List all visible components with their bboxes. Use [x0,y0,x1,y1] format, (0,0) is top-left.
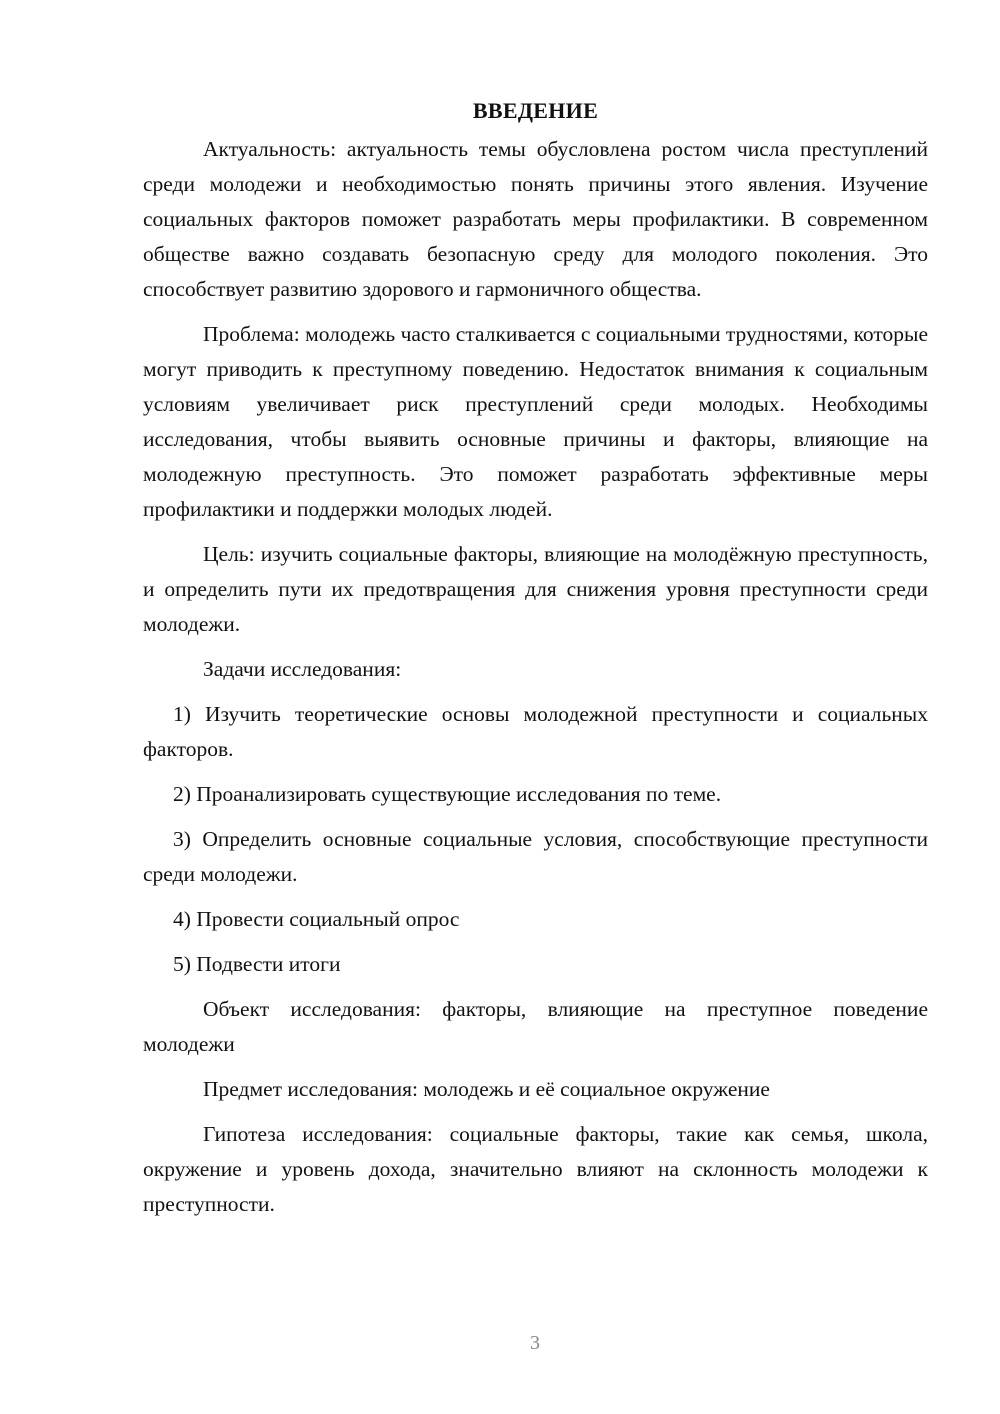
task-item: 3) Определить основные социальные условия, способствующие преступности среди молодежи. [143,827,928,886]
page-title: ВВЕДЕНИЕ [472,98,599,123]
tasks-heading: Задачи исследования: [203,657,402,681]
subject-paragraph: Предмет исследования: молодежь и её социальное окружение [203,1077,770,1101]
task-item: 5) Подвести итоги [173,952,341,976]
goal-paragraph: Цель: изучить социальные факторы, влияющие на молодёжную преступность, и определить пути их предотвращения для снижения уровня преступности среди молодежи. [143,542,928,636]
page-number: 3 [530,1332,540,1354]
problem-paragraph: Проблема: молодежь часто сталкивается с социальными трудностями, которые могут приводить к преступному поведению. Недостаток внимания к социальным условиям увеличивает риск преступлений среди молодых. Необходимы исследования, чтобы выявить основные причины и факторы, влияющие на молодежную преступность. Это поможет разработать эффективные меры профилактики и поддержки молодых людей. [143,322,928,521]
task-item: 4) Провести социальный опрос [173,907,460,931]
object-paragraph: Объект исследования: факторы, влияющие на преступное поведение молодежи [143,997,928,1056]
document-page [143,96,928,1232]
task-item: 1) Изучить теоретические основы молодежной преступности и социальных факторов. [143,702,928,761]
task-item: 2) Проанализировать существующие исследования по теме. [173,782,722,806]
relevance-paragraph: Актуальность: актуальность темы обусловлена ростом числа преступлений среди молодежи и необходимостью понять причины этого явления. Изучение социальных факторов поможет разработать меры профилактики. В современном обществе важно создавать безопасную среду для молодого поколения. Это способствует развитию здорового и гармоничного общества. [143,137,928,301]
hypothesis-paragraph: Гипотеза исследования: социальные факторы, такие как семья, школа, окружение и уровень дохода, значительно влияют на склонность молодежи к преступности. [143,1122,928,1216]
